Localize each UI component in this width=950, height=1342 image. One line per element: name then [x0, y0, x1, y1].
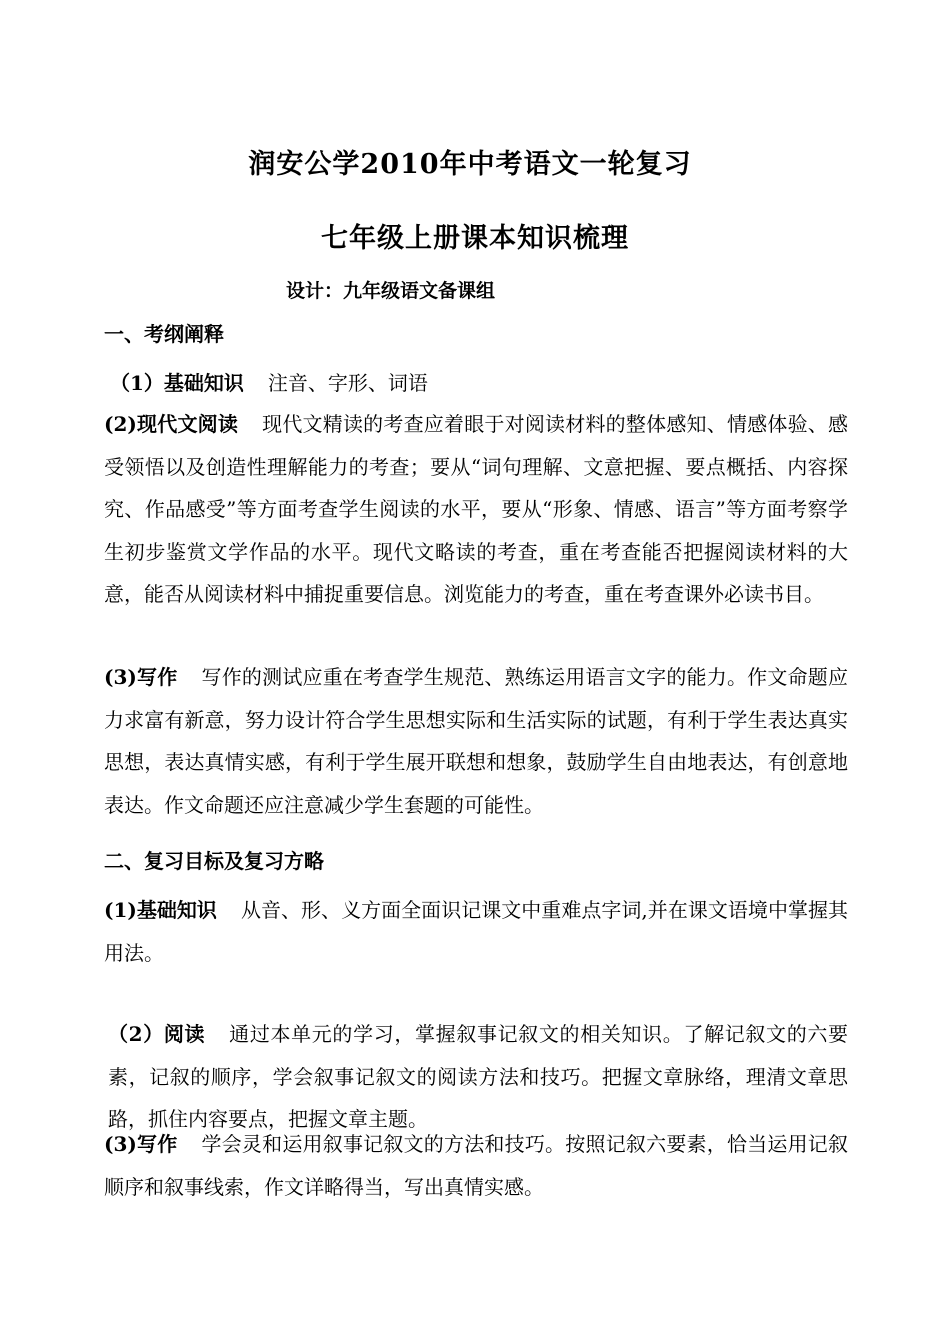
- paragraph-modern-reading: [104, 403, 848, 616]
- paragraph-text: 注音、字形、词语: [267, 371, 428, 395]
- paragraph-label: (3)写作: [104, 1132, 178, 1156]
- paragraph-review-basic: [104, 889, 848, 974]
- section-heading-review-goals: 二、复习目标及复习方略: [104, 849, 324, 873]
- section-heading-syllabus: 一、考纲阐释: [104, 322, 224, 346]
- paragraph-review-writing: [104, 1123, 848, 1208]
- paragraph-label: (1)基础知识: [104, 898, 217, 922]
- document-subtitle: 七年级上册课本知识梳理: [321, 223, 629, 254]
- paragraph-label: (3)写作: [104, 665, 178, 689]
- paragraph-text: 从音、形、义方面全面识记课文中重难点字词,并在课文语境中掌握其用法。: [104, 898, 849, 965]
- paragraph-writing: [104, 656, 848, 826]
- paragraph-label: (2)现代文阅读: [104, 412, 239, 436]
- paragraph-basic-knowledge: [110, 362, 854, 405]
- designer-credit: 设计：九年级语文备课组: [286, 280, 496, 302]
- paragraph-text: 现代文精读的考查应着眼于对阅读材料的整体感知、情感体验、感受领悟以及创造性理解能力的考查；要从“词句理解、文意把握、要点概括、内容探究、作品感受”等方面考查学生阅读的水平，要从“形象、情感、语言”等方面考察学生初步鉴赏文学作品的水平。现代文略读的考查，重在考查能否把握阅读材料的大意，能否从阅读材料中捕捉重要信息。浏览能力的考查，重在考查课外必读书目。: [104, 412, 849, 606]
- document-title: 润安公学2010年中考语文一轮复习: [248, 149, 692, 180]
- paragraph-text: 写作的测试应重在考查学生规范、熟练运用语言文字的能力。作文命题应力求富有新意，努力设计符合学生思想实际和生活实际的试题，有利于学生表达真实思想，表达真情实感，有利于学生展开联想和想象，鼓励学生自由地表达，有创意地表达。作文命题还应注意减少学生套题的可能性。: [104, 665, 849, 817]
- paragraph-label: （2）阅读: [108, 1022, 206, 1046]
- paragraph-label: （1）基础知识: [110, 371, 244, 395]
- paragraph-text: 学会灵和运用叙事记叙文的方法和技巧。按照记叙六要素，恰当运用记叙顺序和叙事线索，作文详略得当，写出真情实感。: [104, 1132, 849, 1199]
- paragraph-review-reading: [108, 1013, 848, 1141]
- paragraph-text: 通过本单元的学习，掌握叙事记叙文的相关知识。了解记叙文的六要素，记叙的顺序，学会叙事记叙文的阅读方法和技巧。把握文章脉络，理清文章思路，抓住内容要点，把握文章主题。: [108, 1022, 849, 1131]
